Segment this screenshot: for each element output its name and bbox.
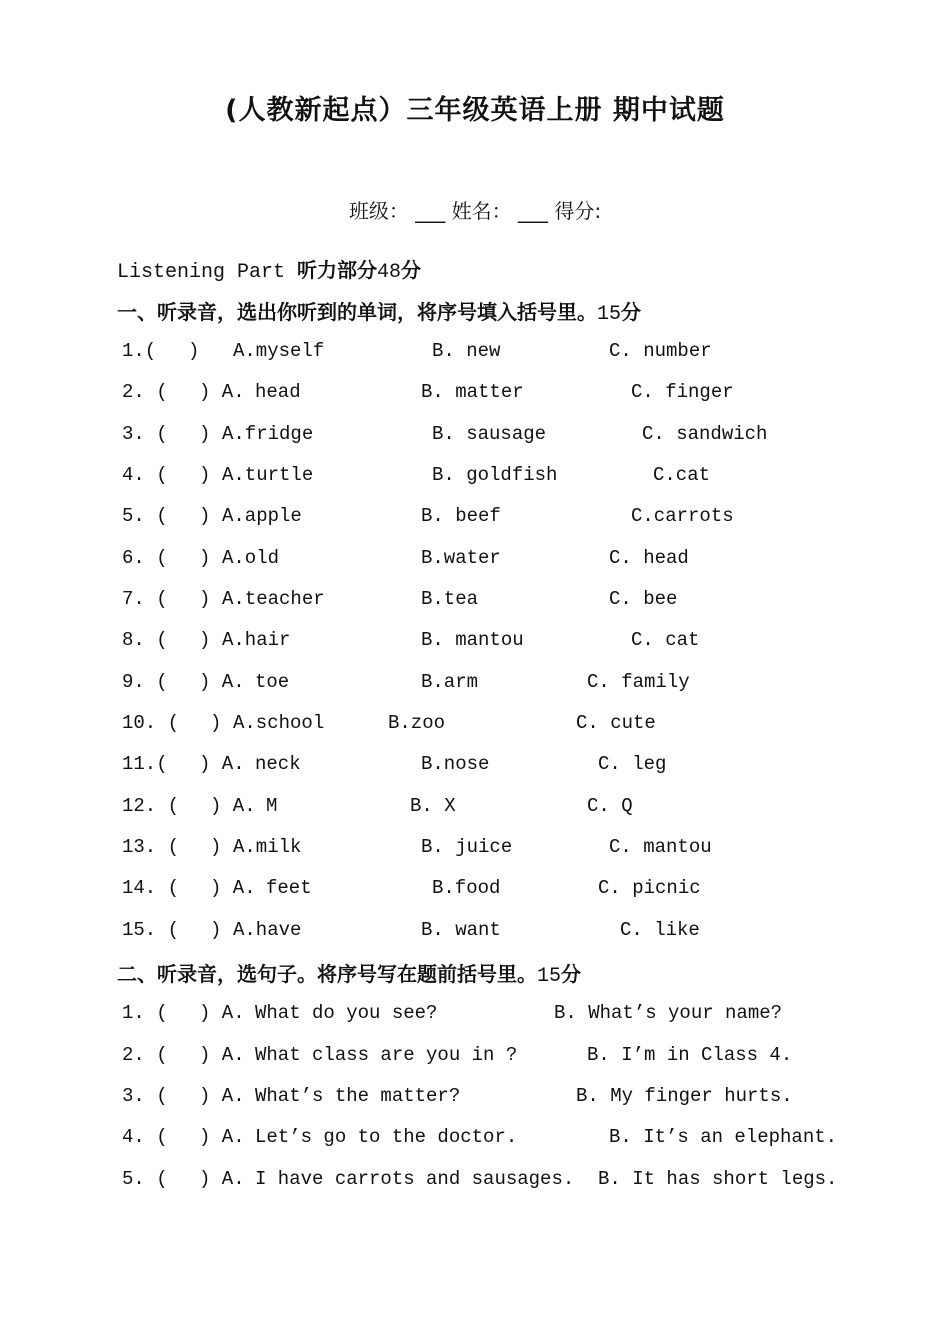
- question-row: [0, 753, 950, 783]
- question-row: [0, 340, 950, 370]
- section1-score-number: 15: [597, 303, 622, 326]
- answer-bracket[interactable]: ): [210, 836, 222, 858]
- option-c: C. number: [609, 340, 712, 362]
- option-a: A.turtle: [222, 464, 314, 486]
- question-number: 12. (: [122, 795, 180, 817]
- option-b: B.arm: [421, 671, 479, 693]
- option-a: A.have: [233, 919, 302, 941]
- option-b: B. new: [432, 340, 501, 362]
- question-number: 11.(: [122, 753, 168, 775]
- option-a: A.apple: [222, 505, 302, 527]
- answer-bracket[interactable]: ): [210, 712, 222, 734]
- question-row: [0, 1002, 950, 1032]
- option-c: C. leg: [598, 753, 667, 775]
- option-a: I have carrots and sausages.: [255, 1168, 575, 1190]
- option-b: B. matter: [421, 381, 524, 403]
- option-a: A.myself: [233, 340, 325, 362]
- option-a: What’s the matter?: [255, 1085, 461, 1107]
- section1-heading: [117, 296, 641, 326]
- option-a: head: [255, 381, 301, 403]
- question-number: 14. (: [122, 877, 180, 899]
- section2-instruction: 二、听录音，选句子。将序号写在题前括号里。: [117, 962, 537, 986]
- answer-bracket[interactable]: ): [199, 547, 211, 569]
- option-a: toe: [255, 671, 290, 693]
- option-a: A.school: [233, 712, 325, 734]
- answer-bracket[interactable]: ): [210, 919, 222, 941]
- option-b: B. It’s an elephant.: [609, 1126, 838, 1148]
- option-c: C.carrots: [631, 505, 734, 527]
- question-row: [0, 381, 950, 411]
- option-a: A.fridge: [222, 423, 314, 445]
- option-b: B.water: [421, 547, 501, 569]
- answer-bracket[interactable]: ) A.: [199, 1085, 245, 1107]
- option-b: B. juice: [421, 836, 513, 858]
- question-row: [0, 795, 950, 825]
- option-c: C. family: [587, 671, 690, 693]
- option-b: B. sausage: [432, 423, 547, 445]
- question-row: [0, 919, 950, 949]
- option-b: B. My finger hurts.: [576, 1085, 793, 1107]
- class-blank: ___: [408, 199, 452, 223]
- option-b: B.tea: [421, 588, 479, 610]
- name-blank: ___: [511, 199, 555, 223]
- question-number: 4. (: [122, 1126, 168, 1148]
- listening-zh: 听力部分: [297, 258, 378, 282]
- option-a: What class are you in ?: [255, 1044, 518, 1066]
- option-a: What do you see?: [255, 1002, 438, 1024]
- answer-bracket[interactable]: ) A.: [199, 671, 245, 693]
- answer-bracket[interactable]: ): [199, 423, 211, 445]
- question-row: [0, 712, 950, 742]
- answer-bracket[interactable]: ): [199, 505, 211, 527]
- question-row: [0, 588, 950, 618]
- option-a: M: [266, 795, 278, 817]
- class-label: 班级：: [348, 199, 409, 223]
- question-row: [0, 671, 950, 701]
- option-a: A.hair: [222, 629, 291, 651]
- question-row: [0, 423, 950, 453]
- answer-bracket[interactable]: ): [188, 340, 200, 362]
- question-row: [0, 877, 950, 907]
- option-c: C. like: [620, 919, 700, 941]
- answer-bracket[interactable]: ) A.: [199, 753, 245, 775]
- section2-heading: [117, 958, 581, 988]
- option-c: C. picnic: [598, 877, 701, 899]
- answer-bracket[interactable]: ): [199, 629, 211, 651]
- page-title: (人教新起点）三年级英语上册 期中试题: [225, 95, 725, 126]
- question-number: 2. (: [122, 381, 168, 403]
- option-b: B.zoo: [388, 712, 446, 734]
- answer-bracket[interactable]: ): [199, 588, 211, 610]
- answer-bracket[interactable]: ) A.: [199, 1044, 245, 1066]
- answer-bracket[interactable]: ) A.: [199, 1126, 245, 1148]
- listening-score-number: 48: [377, 261, 402, 284]
- section1-instruction: 一、听录音，选出你听到的单词，将序号填入括号里。: [117, 300, 597, 324]
- answer-bracket[interactable]: ): [199, 464, 211, 486]
- name-label: 姓名：: [451, 199, 512, 223]
- answer-bracket[interactable]: ) A.: [199, 381, 245, 403]
- option-c: C. finger: [631, 381, 734, 403]
- option-b: B. beef: [421, 505, 501, 527]
- question-number: 4. (: [122, 464, 168, 486]
- option-b: B. I’m in Class 4.: [587, 1044, 793, 1066]
- option-a: feet: [266, 877, 312, 899]
- option-c: C. head: [609, 547, 689, 569]
- option-a: Let’s go to the doctor.: [255, 1126, 518, 1148]
- question-number: 3. (: [122, 1085, 168, 1107]
- option-b: B.food: [432, 877, 501, 899]
- question-number: 1. (: [122, 1002, 168, 1024]
- question-number: 3. (: [122, 423, 168, 445]
- option-a: neck: [255, 753, 301, 775]
- student-info-line: [0, 195, 950, 224]
- question-row: [0, 1168, 950, 1198]
- question-number: 15. (: [122, 919, 180, 941]
- option-b: B. X: [410, 795, 456, 817]
- question-number: 2. (: [122, 1044, 168, 1066]
- option-c: C.cat: [653, 464, 711, 486]
- question-number: 5. (: [122, 1168, 168, 1190]
- option-b: B. It has short legs.: [598, 1168, 838, 1190]
- option-c: C. Q: [587, 795, 633, 817]
- score-label: 得分:: [554, 199, 602, 223]
- question-row: [0, 1044, 950, 1074]
- option-b: B. What’s your name?: [554, 1002, 783, 1024]
- listening-score-unit: 分: [401, 258, 422, 282]
- section2-score-unit: 分: [561, 962, 582, 986]
- answer-bracket[interactable]: ) A.: [199, 1002, 245, 1024]
- answer-bracket[interactable]: ) A.: [199, 1168, 245, 1190]
- option-b: B. mantou: [421, 629, 524, 651]
- listening-heading: [117, 254, 421, 284]
- question-number: 7. (: [122, 588, 168, 610]
- answer-bracket[interactable]: ) A.: [210, 795, 256, 817]
- question-number: 8. (: [122, 629, 168, 651]
- question-row: [0, 1126, 950, 1156]
- option-c: C. cat: [631, 629, 700, 651]
- option-c: C. cute: [576, 712, 656, 734]
- question-row: [0, 836, 950, 866]
- question-row: [0, 629, 950, 659]
- question-row: [0, 547, 950, 577]
- question-number: 10. (: [122, 712, 180, 734]
- option-b: B.nose: [421, 753, 490, 775]
- option-c: C. bee: [609, 588, 678, 610]
- question-number: 5. (: [122, 505, 168, 527]
- option-c: C. mantou: [609, 836, 712, 858]
- answer-bracket[interactable]: ) A.: [210, 877, 256, 899]
- option-a: A.old: [222, 547, 280, 569]
- section2-score-number: 15: [537, 965, 562, 988]
- option-b: B. want: [421, 919, 501, 941]
- option-a: A.milk: [233, 836, 302, 858]
- question-row: [0, 464, 950, 494]
- option-b: B. goldfish: [432, 464, 558, 486]
- option-c: C. sandwich: [642, 423, 768, 445]
- listening-en: Listening Part: [117, 261, 298, 284]
- question-row: [0, 1085, 950, 1115]
- option-a: A.teacher: [222, 588, 325, 610]
- question-number: 6. (: [122, 547, 168, 569]
- question-number: 9. (: [122, 671, 168, 693]
- question-number: 13. (: [122, 836, 180, 858]
- question-row: [0, 505, 950, 535]
- question-number: 1.(: [122, 340, 157, 362]
- section1-score-unit: 分: [621, 300, 642, 324]
